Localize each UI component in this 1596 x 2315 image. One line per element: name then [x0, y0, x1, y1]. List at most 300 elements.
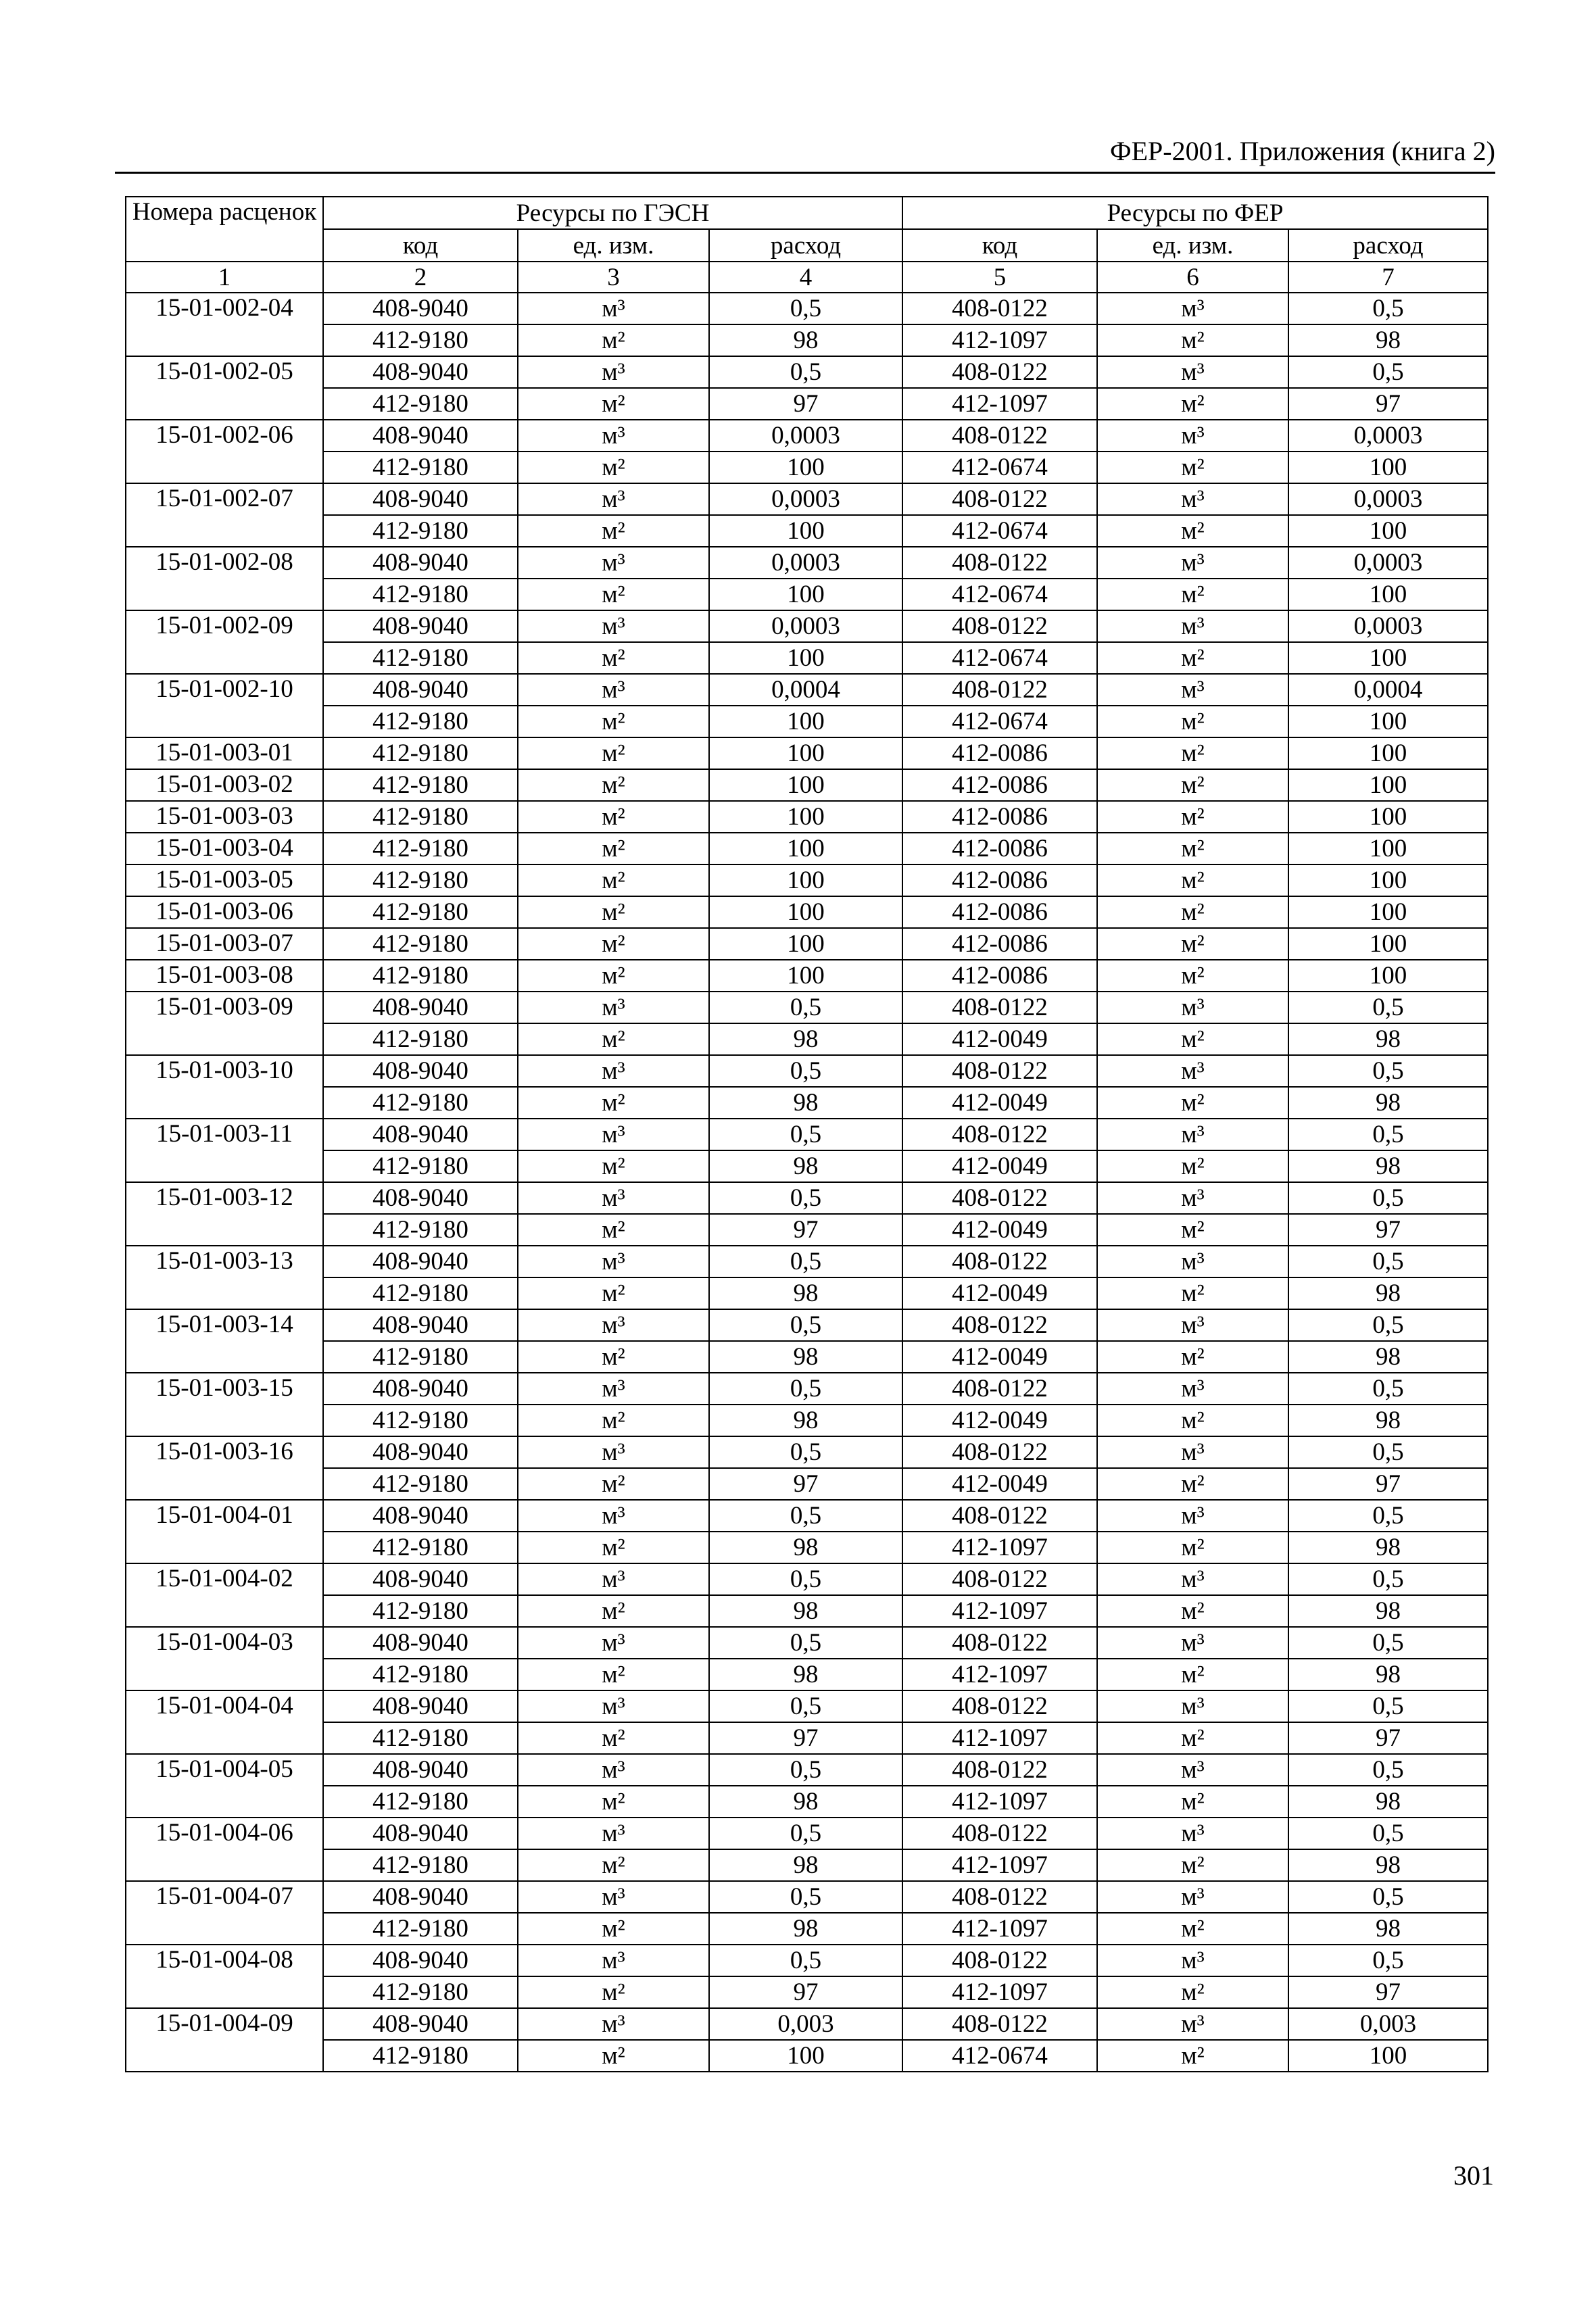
- rate-number-cell: 15-01-004-01: [126, 1500, 323, 1563]
- table-row: [126, 674, 1488, 706]
- table-row: [126, 833, 1488, 864]
- fer-amount-cell: 0,5: [1288, 1500, 1488, 1532]
- gesn-code-cell: 412-9180: [323, 1849, 518, 1881]
- gesn-unit-cell: м³: [518, 1881, 709, 1913]
- gesn-amount-cell: 100: [709, 515, 902, 547]
- fer-code-cell: 412-0674: [902, 706, 1097, 737]
- gesn-code-cell: 412-9180: [323, 1087, 518, 1119]
- gesn-amount-cell: 100: [709, 833, 902, 864]
- fer-code-cell: 412-0049: [902, 1087, 1097, 1119]
- rate-number-cell: 15-01-003-07: [126, 928, 323, 960]
- gesn-unit-cell: м³: [518, 1436, 709, 1468]
- gesn-unit-cell: м³: [518, 293, 709, 324]
- header-fer-unit: ед. изм.: [1097, 229, 1288, 262]
- fer-code-cell: 408-0122: [902, 356, 1097, 388]
- fer-amount-cell: 0,0003: [1288, 547, 1488, 579]
- gesn-unit-cell: м²: [518, 1214, 709, 1246]
- gesn-amount-cell: 0,5: [709, 1309, 902, 1341]
- table-row: [126, 1976, 1488, 2008]
- table-row: [126, 1500, 1488, 1532]
- gesn-unit-cell: м²: [518, 1405, 709, 1436]
- table-row: [126, 293, 1488, 324]
- fer-amount-cell: 0,5: [1288, 1945, 1488, 1976]
- fer-amount-cell: 0,0003: [1288, 610, 1488, 642]
- fer-unit-cell: м²: [1097, 928, 1288, 960]
- header-gesn-code: код: [323, 229, 518, 262]
- table-row: [126, 1468, 1488, 1500]
- gesn-amount-cell: 0,5: [709, 1945, 902, 1976]
- table-row: [126, 1405, 1488, 1436]
- fer-code-cell: 412-0086: [902, 737, 1097, 769]
- fer-code-cell: 412-1097: [902, 388, 1097, 420]
- gesn-code-cell: 412-9180: [323, 960, 518, 992]
- fer-amount-cell: 100: [1288, 801, 1488, 833]
- gesn-code-cell: 412-9180: [323, 1341, 518, 1373]
- fer-code-cell: 412-1097: [902, 324, 1097, 356]
- rate-number-cell: 15-01-002-06: [126, 420, 323, 483]
- table-row: [126, 896, 1488, 928]
- header-fer-code: код: [902, 229, 1097, 262]
- header-gesn-amount: расход: [709, 229, 902, 262]
- gesn-amount-cell: 0,0003: [709, 483, 902, 515]
- gesn-amount-cell: 0,5: [709, 1500, 902, 1532]
- gesn-amount-cell: 98: [709, 1532, 902, 1563]
- fer-unit-cell: м³: [1097, 1690, 1288, 1722]
- gesn-unit-cell: м²: [518, 1341, 709, 1373]
- gesn-unit-cell: м²: [518, 1913, 709, 1945]
- fer-unit-cell: м²: [1097, 388, 1288, 420]
- fer-amount-cell: 0,0003: [1288, 483, 1488, 515]
- gesn-amount-cell: 0,5: [709, 992, 902, 1023]
- fer-amount-cell: 100: [1288, 452, 1488, 483]
- rate-number-cell: 15-01-003-16: [126, 1436, 323, 1500]
- gesn-amount-cell: 100: [709, 896, 902, 928]
- gesn-unit-cell: м³: [518, 547, 709, 579]
- table-row: [126, 992, 1488, 1023]
- gesn-unit-cell: м³: [518, 674, 709, 706]
- fer-code-cell: 408-0122: [902, 420, 1097, 452]
- gesn-code-cell: 408-9040: [323, 1945, 518, 1976]
- fer-unit-cell: м³: [1097, 1818, 1288, 1849]
- fer-unit-cell: м³: [1097, 1500, 1288, 1532]
- fer-unit-cell: м³: [1097, 1119, 1288, 1150]
- gesn-code-cell: 408-9040: [323, 1055, 518, 1087]
- fer-unit-cell: м²: [1097, 1976, 1288, 2008]
- table-row: [126, 1055, 1488, 1087]
- fer-unit-cell: м²: [1097, 706, 1288, 737]
- table-row: [126, 1341, 1488, 1373]
- gesn-code-cell: 408-9040: [323, 483, 518, 515]
- header-row-column-numbers: [126, 262, 1488, 293]
- gesn-unit-cell: м³: [518, 1182, 709, 1214]
- gesn-amount-cell: 100: [709, 864, 902, 896]
- gesn-code-cell: 408-9040: [323, 1373, 518, 1405]
- fer-code-cell: 412-0049: [902, 1405, 1097, 1436]
- fer-unit-cell: м³: [1097, 1436, 1288, 1468]
- rate-number-cell: 15-01-002-10: [126, 674, 323, 737]
- fer-unit-cell: м³: [1097, 1246, 1288, 1277]
- gesn-amount-cell: 100: [709, 2040, 902, 2072]
- gesn-code-cell: 408-9040: [323, 1119, 518, 1150]
- fer-code-cell: 408-0122: [902, 1500, 1097, 1532]
- fer-code-cell: 408-0122: [902, 674, 1097, 706]
- rate-number-cell: 15-01-003-01: [126, 737, 323, 769]
- fer-amount-cell: 97: [1288, 1722, 1488, 1754]
- fer-unit-cell: м²: [1097, 1595, 1288, 1627]
- fer-amount-cell: 0,5: [1288, 1182, 1488, 1214]
- fer-amount-cell: 0,5: [1288, 293, 1488, 324]
- gesn-unit-cell: м²: [518, 1532, 709, 1563]
- fer-code-cell: 412-0049: [902, 1341, 1097, 1373]
- gesn-code-cell: 408-9040: [323, 420, 518, 452]
- gesn-code-cell: 412-9180: [323, 864, 518, 896]
- gesn-code-cell: 408-9040: [323, 1563, 518, 1595]
- gesn-amount-cell: 98: [709, 1023, 902, 1055]
- fer-unit-cell: м²: [1097, 1150, 1288, 1182]
- fer-code-cell: 408-0122: [902, 1881, 1097, 1913]
- fer-amount-cell: 0,5: [1288, 1627, 1488, 1659]
- fer-amount-cell: 0,5: [1288, 1373, 1488, 1405]
- table-row: [126, 1818, 1488, 1849]
- fer-amount-cell: 97: [1288, 1976, 1488, 2008]
- gesn-unit-cell: м²: [518, 1277, 709, 1309]
- fer-code-cell: 412-1097: [902, 1659, 1097, 1690]
- gesn-amount-cell: 0,0004: [709, 674, 902, 706]
- table-row: [126, 2008, 1488, 2040]
- table-row: [126, 1690, 1488, 1722]
- gesn-unit-cell: м²: [518, 801, 709, 833]
- fer-code-cell: 412-1097: [902, 1786, 1097, 1818]
- gesn-amount-cell: 100: [709, 452, 902, 483]
- gesn-amount-cell: 0,5: [709, 1055, 902, 1087]
- fer-code-cell: 412-0674: [902, 579, 1097, 610]
- fer-unit-cell: м²: [1097, 2040, 1288, 2072]
- gesn-amount-cell: 100: [709, 706, 902, 737]
- gesn-unit-cell: м³: [518, 1373, 709, 1405]
- fer-unit-cell: м²: [1097, 864, 1288, 896]
- fer-unit-cell: м³: [1097, 1055, 1288, 1087]
- fer-amount-cell: 98: [1288, 1786, 1488, 1818]
- gesn-code-cell: 408-9040: [323, 1690, 518, 1722]
- rate-number-cell: 15-01-002-05: [126, 356, 323, 420]
- fer-code-cell: 412-0049: [902, 1023, 1097, 1055]
- table-row: [126, 737, 1488, 769]
- fer-unit-cell: м²: [1097, 1405, 1288, 1436]
- fer-code-cell: 412-0086: [902, 960, 1097, 992]
- fer-code-cell: 412-1097: [902, 1976, 1097, 2008]
- gesn-amount-cell: 97: [709, 1976, 902, 2008]
- gesn-unit-cell: м³: [518, 1818, 709, 1849]
- gesn-code-cell: 408-9040: [323, 356, 518, 388]
- gesn-code-cell: 412-9180: [323, 737, 518, 769]
- gesn-amount-cell: 0,5: [709, 1373, 902, 1405]
- gesn-code-cell: 412-9180: [323, 928, 518, 960]
- fer-unit-cell: м³: [1097, 1309, 1288, 1341]
- rate-number-cell: 15-01-004-09: [126, 2008, 323, 2072]
- gesn-code-cell: 412-9180: [323, 1532, 518, 1563]
- gesn-code-cell: 408-9040: [323, 1182, 518, 1214]
- fer-amount-cell: 98: [1288, 1087, 1488, 1119]
- fer-code-cell: 408-0122: [902, 1563, 1097, 1595]
- fer-code-cell: 412-0049: [902, 1277, 1097, 1309]
- gesn-code-cell: 408-9040: [323, 1309, 518, 1341]
- fer-amount-cell: 97: [1288, 1468, 1488, 1500]
- table-row: [126, 1627, 1488, 1659]
- gesn-code-cell: 412-9180: [323, 769, 518, 801]
- gesn-code-cell: 408-9040: [323, 293, 518, 324]
- gesn-code-cell: 412-9180: [323, 833, 518, 864]
- fer-code-cell: 408-0122: [902, 1754, 1097, 1786]
- table-row: [126, 1945, 1488, 1976]
- gesn-amount-cell: 0,5: [709, 1436, 902, 1468]
- table-row: [126, 1309, 1488, 1341]
- gesn-code-cell: 412-9180: [323, 1277, 518, 1309]
- gesn-amount-cell: 98: [709, 1849, 902, 1881]
- gesn-unit-cell: м³: [518, 483, 709, 515]
- column-number: 7: [1288, 262, 1488, 293]
- rate-number-cell: 15-01-002-07: [126, 483, 323, 547]
- gesn-code-cell: 408-9040: [323, 2008, 518, 2040]
- rate-number-cell: 15-01-003-06: [126, 896, 323, 928]
- gesn-code-cell: 408-9040: [323, 547, 518, 579]
- rate-number-cell: 15-01-003-11: [126, 1119, 323, 1182]
- header-gesn-unit: ед. изм.: [518, 229, 709, 262]
- table-row: [126, 1119, 1488, 1150]
- gesn-amount-cell: 97: [709, 1468, 902, 1500]
- fer-code-cell: 412-0049: [902, 1468, 1097, 1500]
- fer-code-cell: 408-0122: [902, 547, 1097, 579]
- gesn-code-cell: 412-9180: [323, 1913, 518, 1945]
- fer-unit-cell: м²: [1097, 1023, 1288, 1055]
- gesn-unit-cell: м²: [518, 960, 709, 992]
- gesn-code-cell: 408-9040: [323, 1436, 518, 1468]
- fer-unit-cell: м²: [1097, 769, 1288, 801]
- fer-amount-cell: 98: [1288, 1659, 1488, 1690]
- gesn-amount-cell: 0,0003: [709, 547, 902, 579]
- rate-number-cell: 15-01-003-03: [126, 801, 323, 833]
- fer-unit-cell: м³: [1097, 547, 1288, 579]
- fer-code-cell: 408-0122: [902, 1945, 1097, 1976]
- fer-code-cell: 412-0049: [902, 1214, 1097, 1246]
- gesn-unit-cell: м³: [518, 420, 709, 452]
- gesn-amount-cell: 100: [709, 960, 902, 992]
- gesn-amount-cell: 0,5: [709, 1881, 902, 1913]
- fer-code-cell: 412-1097: [902, 1595, 1097, 1627]
- gesn-amount-cell: 97: [709, 1214, 902, 1246]
- gesn-code-cell: 412-9180: [323, 1150, 518, 1182]
- fer-unit-cell: м²: [1097, 1786, 1288, 1818]
- fer-unit-cell: м³: [1097, 356, 1288, 388]
- gesn-unit-cell: м²: [518, 2040, 709, 2072]
- gesn-code-cell: 408-9040: [323, 992, 518, 1023]
- gesn-unit-cell: м²: [518, 1150, 709, 1182]
- gesn-unit-cell: м²: [518, 452, 709, 483]
- gesn-code-cell: 412-9180: [323, 1786, 518, 1818]
- column-number: 2: [323, 262, 518, 293]
- fer-code-cell: 412-0086: [902, 896, 1097, 928]
- gesn-unit-cell: м³: [518, 2008, 709, 2040]
- gesn-code-cell: 412-9180: [323, 579, 518, 610]
- fer-amount-cell: 100: [1288, 579, 1488, 610]
- fer-code-cell: 408-0122: [902, 483, 1097, 515]
- fer-code-cell: 412-1097: [902, 1722, 1097, 1754]
- fer-amount-cell: 98: [1288, 1277, 1488, 1309]
- table-row: [126, 769, 1488, 801]
- rate-number-cell: 15-01-002-04: [126, 293, 323, 356]
- fer-code-cell: 412-0086: [902, 833, 1097, 864]
- rate-number-cell: 15-01-004-02: [126, 1563, 323, 1627]
- gesn-unit-cell: м²: [518, 515, 709, 547]
- fer-unit-cell: м³: [1097, 483, 1288, 515]
- rate-number-cell: 15-01-002-09: [126, 610, 323, 674]
- fer-amount-cell: 98: [1288, 1595, 1488, 1627]
- rate-number-cell: 15-01-002-08: [126, 547, 323, 610]
- rates-table: [125, 196, 1489, 2072]
- table-row: [126, 324, 1488, 356]
- gesn-code-cell: 408-9040: [323, 674, 518, 706]
- gesn-unit-cell: м³: [518, 1627, 709, 1659]
- table-row: [126, 1659, 1488, 1690]
- gesn-unit-cell: м²: [518, 1722, 709, 1754]
- gesn-unit-cell: м³: [518, 992, 709, 1023]
- gesn-amount-cell: 0,5: [709, 1818, 902, 1849]
- gesn-code-cell: 412-9180: [323, 1468, 518, 1500]
- gesn-amount-cell: 0,5: [709, 1246, 902, 1277]
- table-row: [126, 1087, 1488, 1119]
- fer-amount-cell: 0,5: [1288, 1246, 1488, 1277]
- table-row: [126, 642, 1488, 674]
- gesn-amount-cell: 0,0003: [709, 420, 902, 452]
- gesn-amount-cell: 100: [709, 737, 902, 769]
- gesn-code-cell: 412-9180: [323, 642, 518, 674]
- gesn-unit-cell: м²: [518, 579, 709, 610]
- fer-unit-cell: м²: [1097, 579, 1288, 610]
- fer-unit-cell: м²: [1097, 452, 1288, 483]
- gesn-code-cell: 408-9040: [323, 1500, 518, 1532]
- fer-unit-cell: м³: [1097, 420, 1288, 452]
- fer-unit-cell: м²: [1097, 833, 1288, 864]
- gesn-unit-cell: м²: [518, 833, 709, 864]
- gesn-amount-cell: 0,5: [709, 1627, 902, 1659]
- fer-amount-cell: 97: [1288, 388, 1488, 420]
- fer-amount-cell: 98: [1288, 1913, 1488, 1945]
- gesn-unit-cell: м³: [518, 1246, 709, 1277]
- gesn-code-cell: 408-9040: [323, 1627, 518, 1659]
- table-row: [126, 388, 1488, 420]
- page-number: 301: [1453, 2160, 1494, 2191]
- table-head: [126, 197, 1488, 293]
- gesn-code-cell: 412-9180: [323, 1722, 518, 1754]
- fer-code-cell: 408-0122: [902, 992, 1097, 1023]
- table-row: [126, 2040, 1488, 2072]
- fer-code-cell: 408-0122: [902, 1690, 1097, 1722]
- fer-amount-cell: 98: [1288, 1405, 1488, 1436]
- fer-code-cell: 412-0674: [902, 452, 1097, 483]
- fer-unit-cell: м²: [1097, 1468, 1288, 1500]
- gesn-unit-cell: м²: [518, 1976, 709, 2008]
- table-row: [126, 1913, 1488, 1945]
- table-row: [126, 356, 1488, 388]
- fer-unit-cell: м³: [1097, 1373, 1288, 1405]
- fer-amount-cell: 97: [1288, 1214, 1488, 1246]
- rate-number-cell: 15-01-003-10: [126, 1055, 323, 1119]
- fer-amount-cell: 100: [1288, 515, 1488, 547]
- fer-unit-cell: м³: [1097, 674, 1288, 706]
- fer-amount-cell: 98: [1288, 1532, 1488, 1563]
- gesn-amount-cell: 100: [709, 642, 902, 674]
- fer-unit-cell: м³: [1097, 1945, 1288, 1976]
- fer-unit-cell: м³: [1097, 1627, 1288, 1659]
- page-header: [115, 135, 1495, 174]
- gesn-amount-cell: 98: [709, 1150, 902, 1182]
- fer-amount-cell: 0,003: [1288, 2008, 1488, 2040]
- gesn-unit-cell: м³: [518, 1055, 709, 1087]
- gesn-unit-cell: м²: [518, 864, 709, 896]
- gesn-unit-cell: м²: [518, 928, 709, 960]
- fer-unit-cell: м²: [1097, 1341, 1288, 1373]
- header-fer-amount: расход: [1288, 229, 1488, 262]
- table-row: [126, 1214, 1488, 1246]
- gesn-amount-cell: 98: [709, 1405, 902, 1436]
- table-row: [126, 1436, 1488, 1468]
- gesn-amount-cell: 97: [709, 1722, 902, 1754]
- gesn-code-cell: 408-9040: [323, 610, 518, 642]
- fer-unit-cell: м²: [1097, 1849, 1288, 1881]
- table-row: [126, 452, 1488, 483]
- fer-amount-cell: 0,5: [1288, 1818, 1488, 1849]
- header-row-subcolumns: [126, 229, 1488, 262]
- gesn-unit-cell: м³: [518, 356, 709, 388]
- gesn-code-cell: 412-9180: [323, 1214, 518, 1246]
- gesn-code-cell: 412-9180: [323, 515, 518, 547]
- rate-number-cell: 15-01-004-08: [126, 1945, 323, 2008]
- table-row: [126, 420, 1488, 452]
- gesn-amount-cell: 0,5: [709, 1119, 902, 1150]
- gesn-unit-cell: м²: [518, 1023, 709, 1055]
- fer-amount-cell: 100: [1288, 864, 1488, 896]
- fer-unit-cell: м²: [1097, 1659, 1288, 1690]
- gesn-unit-cell: м²: [518, 896, 709, 928]
- fer-code-cell: 412-1097: [902, 1849, 1097, 1881]
- gesn-unit-cell: м²: [518, 1087, 709, 1119]
- gesn-amount-cell: 0,0003: [709, 610, 902, 642]
- fer-amount-cell: 100: [1288, 706, 1488, 737]
- fer-code-cell: 412-0674: [902, 515, 1097, 547]
- gesn-code-cell: 412-9180: [323, 1595, 518, 1627]
- fer-unit-cell: м³: [1097, 992, 1288, 1023]
- gesn-unit-cell: м²: [518, 642, 709, 674]
- table-row: [126, 483, 1488, 515]
- fer-code-cell: 408-0122: [902, 1119, 1097, 1150]
- gesn-code-cell: 412-9180: [323, 1659, 518, 1690]
- fer-amount-cell: 0,5: [1288, 356, 1488, 388]
- gesn-code-cell: 412-9180: [323, 801, 518, 833]
- rate-number-cell: 15-01-004-03: [126, 1627, 323, 1690]
- gesn-code-cell: 412-9180: [323, 1023, 518, 1055]
- table-row: [126, 579, 1488, 610]
- gesn-amount-cell: 0,5: [709, 1690, 902, 1722]
- gesn-code-cell: 412-9180: [323, 1405, 518, 1436]
- fer-amount-cell: 100: [1288, 769, 1488, 801]
- gesn-unit-cell: м²: [518, 1659, 709, 1690]
- fer-code-cell: 412-0086: [902, 801, 1097, 833]
- fer-code-cell: 408-0122: [902, 2008, 1097, 2040]
- fer-unit-cell: м³: [1097, 1881, 1288, 1913]
- fer-code-cell: 408-0122: [902, 1246, 1097, 1277]
- rate-number-cell: 15-01-003-04: [126, 833, 323, 864]
- fer-amount-cell: 0,5: [1288, 1754, 1488, 1786]
- fer-unit-cell: м²: [1097, 642, 1288, 674]
